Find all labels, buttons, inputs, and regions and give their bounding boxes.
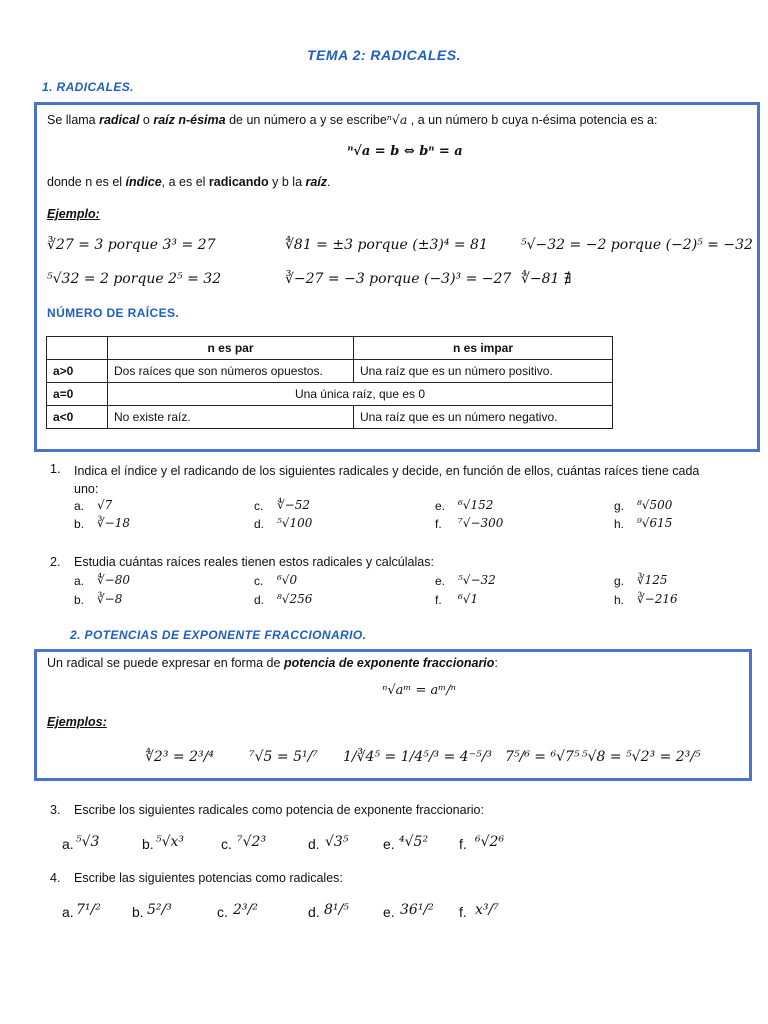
roots-heading: NÚMERO DE RAÍCES. (47, 306, 180, 320)
where-text-2: , a es el (161, 175, 209, 189)
section2-formula: ⁿ√aᵐ = aᵐ/ⁿ (382, 683, 456, 698)
table-cell: Una raíz que es un número positivo. (354, 360, 613, 383)
ex1-label-e: e. (435, 499, 446, 513)
s2-def-text-2: : (494, 656, 498, 670)
ex2-item-d: ⁸√256 (277, 592, 313, 606)
ex1-item-b: ∛−18 (97, 516, 130, 530)
ex3-label-b: b. (142, 836, 154, 852)
ex3-item-f: ⁶√2⁶ (475, 834, 505, 850)
ex2-label-e: e. (435, 574, 446, 588)
table-header-row (47, 337, 613, 360)
ex4-label-c: c. (217, 904, 228, 920)
s2-def-text-1: Un radical se puede expresar en forma de (47, 656, 284, 670)
exercise-1-text: Indica el índice y el radicando de los siguientes radicales y decide, en función de ellos, cuántas raíces tiene cada uno: (74, 464, 700, 496)
def-text-3: de un número a y se escribe (225, 113, 387, 127)
ex3-label-a: a. (62, 836, 74, 852)
example-label: Ejemplo: (47, 207, 100, 221)
def-bold-radical: radical (99, 113, 140, 127)
ex1-item-e: ⁶√152 (458, 498, 494, 512)
ex1-item-a: √7 (97, 498, 113, 512)
table-row (47, 383, 613, 406)
ex3-item-d: √3⁵ (325, 834, 349, 850)
ex2-item-c: ⁶√0 (277, 573, 298, 587)
roots-table (46, 336, 613, 429)
exercise-3-text: Escribe los siguientes radicales como potencia de exponente fraccionario: (74, 803, 484, 817)
table-cell: No existe raíz. (108, 406, 354, 429)
def-text-1: Se llama (47, 113, 100, 127)
where-text (47, 175, 331, 189)
def-text-4: , a un número b cuya n-ésima potencia es a: (407, 113, 658, 127)
section-heading-potencias: 2. POTENCIAS DE EXPONENTE FRACCIONARIO. (70, 628, 367, 642)
s2-example-5: ⁵√8 = ⁵√2³ = 2³/⁵ (582, 749, 701, 765)
ex4-label-e: e. (383, 904, 395, 920)
example-6: ∜−81 ∄ (521, 271, 572, 287)
ex3-item-c: ⁷√2³ (237, 834, 267, 850)
example-3: ⁵√−32 = −2 porque (−2)⁵ = −32 (521, 237, 753, 253)
s2-example-2: ⁷√5 = 5¹/⁷ (249, 749, 318, 765)
example-2: ∜81 = ±3 porque (±3)⁴ = 81 (285, 237, 488, 253)
exercise-2-number: 2. (50, 555, 61, 569)
section2-definition (47, 656, 498, 670)
ex3-label-e: e. (383, 836, 395, 852)
page-title: TEMA 2: RADICALES. (307, 47, 461, 63)
exercise-3-number: 3. (50, 803, 61, 817)
ex1-label-a: a. (74, 499, 85, 513)
def-text-2: o (139, 113, 154, 127)
definition-text (47, 112, 657, 127)
ex3-label-d: d. (308, 836, 320, 852)
ex1-item-g: ⁸√500 (637, 498, 673, 512)
def-root-symbol: ⁿ√a (386, 112, 408, 127)
exercise-4-number: 4. (50, 871, 61, 885)
table-row-label: a=0 (47, 383, 108, 406)
where-text-3: y b la (268, 175, 306, 189)
s2-def-bold: potencia de exponente fraccionario (283, 656, 495, 670)
ex2-label-d: d. (254, 593, 265, 607)
s2-example-4: 7⁵/⁶ = ⁶√7⁵ (505, 749, 580, 765)
ex1-label-f: f. (435, 517, 442, 531)
ex1-item-c: ∜−52 (277, 498, 310, 512)
ex4-item-b: 5²/³ (147, 902, 172, 918)
table-row (47, 360, 613, 383)
ex2-label-c: c. (254, 574, 264, 588)
s2-example-1: ∜2³ = 2³/⁴ (145, 749, 214, 765)
where-text-1: donde n es el (47, 175, 126, 189)
examples-label: Ejemplos: (47, 715, 107, 729)
exercise-1-number: 1. (50, 462, 61, 476)
ex1-item-h: ⁹√615 (637, 516, 673, 530)
ex2-label-f: f. (435, 593, 442, 607)
where-bold-radicando: radicando (208, 175, 269, 189)
ex2-label-b: b. (74, 593, 85, 607)
table-header-odd: n es impar (354, 337, 613, 360)
exercise-2-text: Estudia cuántas raíces reales tienen estos radicales y calcúlalas: (74, 555, 434, 569)
example-5: ∛−27 = −3 porque (−3)³ = −27 (285, 271, 512, 287)
example-1: ∛27 = 3 porque 3³ = 27 (47, 237, 216, 253)
where-bold-indice: índice (125, 175, 162, 189)
table-row (47, 406, 613, 429)
ex1-label-b: b. (74, 517, 85, 531)
ex4-label-a: a. (62, 904, 74, 920)
ex1-item-f: ⁷√−300 (458, 516, 504, 530)
def-bold-raiz: raíz n-ésima (153, 113, 226, 127)
ex2-item-e: ⁵√−32 (458, 573, 496, 587)
ex4-item-c: 2³/² (233, 902, 258, 918)
ex4-label-d: d. (308, 904, 320, 920)
ex2-label-g: g. (614, 574, 625, 588)
table-cell: Dos raíces que son números opuestos. (108, 360, 354, 383)
where-text-4: . (327, 175, 331, 189)
ex4-item-f: x³/⁷ (475, 902, 499, 918)
ex3-label-f: f. (459, 836, 467, 852)
table-row-label: a>0 (47, 360, 108, 383)
ex4-label-b: b. (132, 904, 144, 920)
definition-formula: ⁿ√a = b ⇔ bⁿ = a (347, 144, 463, 159)
table-cell-merged: Una única raíz, que es 0 (108, 383, 613, 406)
ex1-label-g: g. (614, 499, 625, 513)
ex3-item-a: ⁵√3 (76, 834, 100, 850)
ex1-label-h: h. (614, 517, 625, 531)
ex3-item-b: ⁵√x³ (156, 834, 185, 850)
ex2-item-f: ⁶√1 (458, 592, 479, 606)
ex2-item-h: ∛−216 (637, 592, 678, 606)
ex1-item-d: ⁵√100 (277, 516, 313, 530)
s2-example-3: 1/∛4⁵ = 1/4⁵/³ = 4⁻⁵/³ (343, 749, 493, 765)
ex2-label-a: a. (74, 574, 85, 588)
ex4-item-a: 7¹/² (76, 902, 101, 918)
where-bold-raiz: raíz (305, 175, 328, 189)
example-4: ⁵√32 = 2 porque 2⁵ = 32 (47, 271, 222, 287)
ex4-label-f: f. (459, 904, 467, 920)
ex2-item-g: ∛125 (637, 573, 668, 587)
ex1-label-d: d. (254, 517, 265, 531)
table-corner-cell (47, 337, 108, 360)
ex2-item-b: ∛−8 (97, 592, 123, 606)
section-heading-radicales: 1. RADICALES. (42, 80, 134, 94)
ex4-item-d: 8¹/⁵ (324, 902, 349, 918)
ex4-item-e: 36¹/² (400, 902, 434, 918)
table-cell: Una raíz que es un número negativo. (354, 406, 613, 429)
exercise-4-text: Escribe las siguientes potencias como radicales: (74, 871, 343, 885)
ex3-item-e: ⁴√5² (399, 834, 429, 850)
ex3-label-c: c. (221, 836, 232, 852)
ex2-label-h: h. (614, 593, 625, 607)
ex2-item-a: ∜−80 (97, 573, 130, 587)
ex1-label-c: c. (254, 499, 264, 513)
table-header-even: n es par (108, 337, 354, 360)
table-row-label: a<0 (47, 406, 108, 429)
